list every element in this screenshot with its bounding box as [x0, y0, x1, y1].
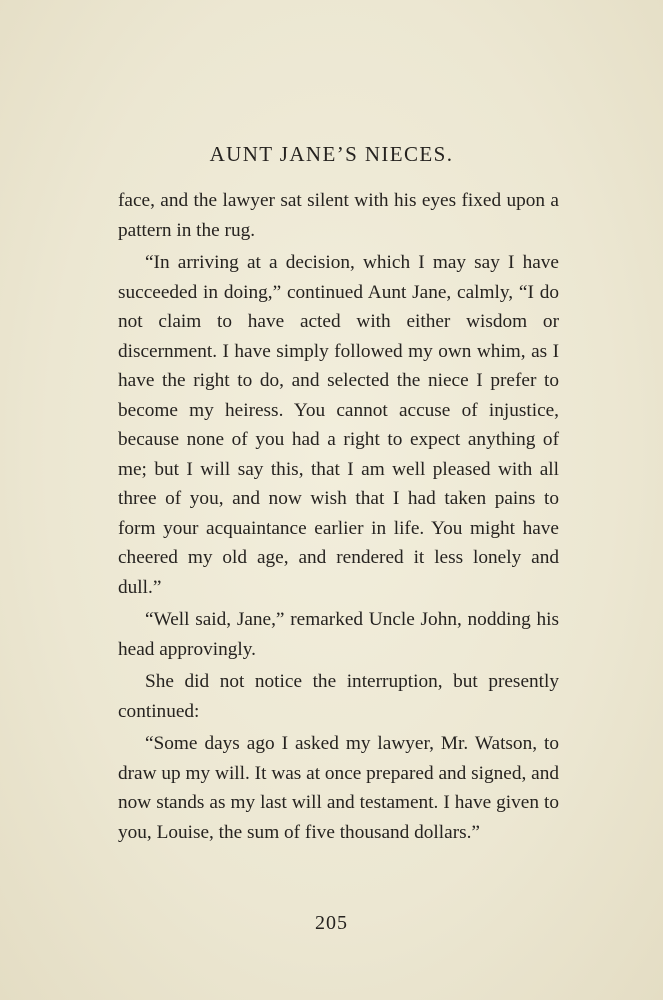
paragraph-aunt-jane-decision: “In arriving at a decision, which I may say I have succeeded in doing,” continued Aunt Jane, calmly, “I do not claim to have acted with either wisdom or discernment. I have simply followed my own whim, as I have the right to do, and selected the niece I prefer to become my heiress. You cannot accuse of injustice, because none of you had a right to expect anything of me; but I will say this, that I am well pleased with all three of you, and now wish that I had taken pains to form your acquaintance earlier in life. You might have cheered my old age, and rendered it less lonely and dull.”	[118, 252, 559, 598]
page-number: 205	[315, 912, 348, 934]
paragraph-will: “Some days ago I asked my lawyer, Mr. Watson, to draw up my will. It was at once prepared and signed, and now stands as my last will and testament. I have given to you, Louise, the sum of five thousand dollars.”	[118, 733, 559, 843]
body-text	[118, 186, 559, 847]
running-head: AUNT JANE’S NIECES.	[209, 142, 454, 166]
paragraph-uncle-john: “Well said, Jane,” remarked Uncle John, nodding his head approvingly.	[118, 609, 559, 660]
paragraph-continuation: face, and the lawyer sat silent with his eyes fixed upon a pattern in the rug.	[118, 190, 559, 241]
paragraph-interruption: She did not notice the interruption, but presently continued:	[118, 671, 559, 722]
